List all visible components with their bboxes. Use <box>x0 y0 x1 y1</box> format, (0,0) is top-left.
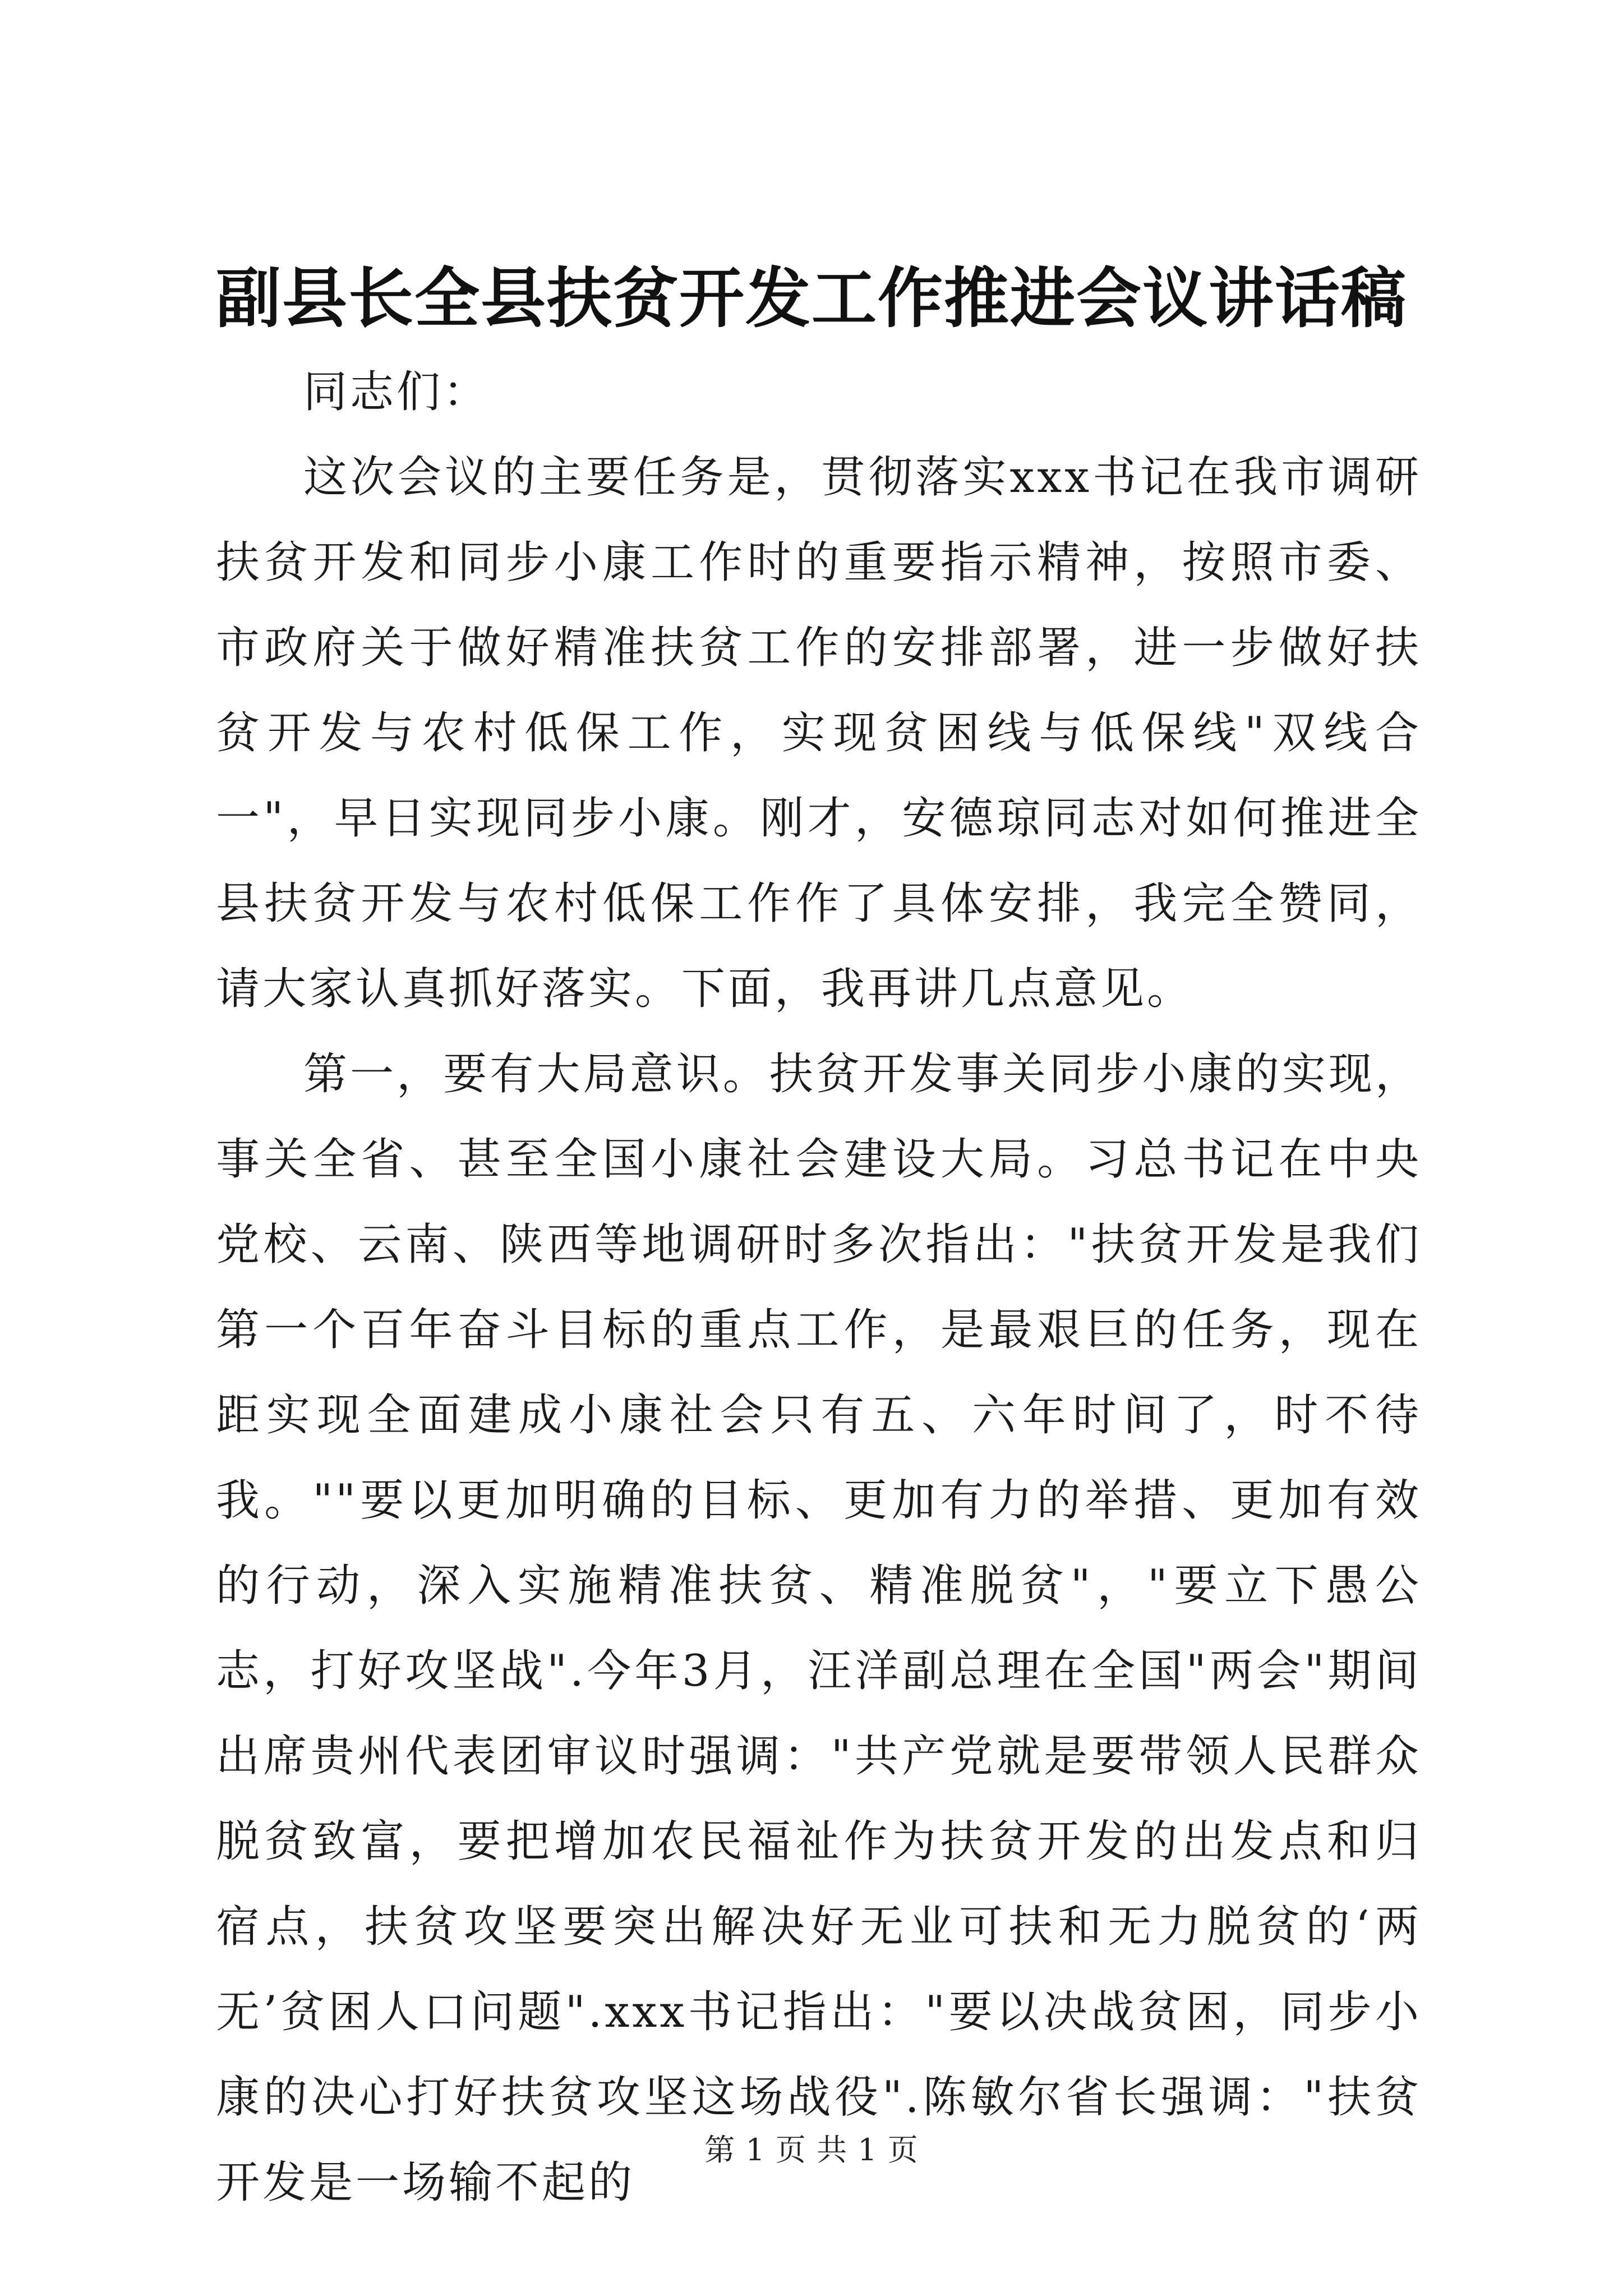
salutation-paragraph: 同志们： <box>303 367 490 417</box>
body-paragraph: 这次会议的主要任务是，贯彻落实xxx书记在我市调研扶贫开发和同步小康工作时的重要指示精神，按照市委、市政府关于做好精准扶贫工作的安排部署，进一步做好扶贫开发与农村低保工作，实现贫困线与低保线"双线合一"，早日实现同步小康。刚才，安德琼同志对如何推进全县扶贫开发与农村低保工作作了具体安排，我完全赞同，请大家认真抓好落实。下面，我再讲几点意见。 <box>216 452 1422 1014</box>
body-paragraph: 第一，要有大局意识。扶贫开发事关同步小康的实现，事关全省、甚至全国小康社会建设大局。习总书记在中央党校、云南、陕西等地调研时多次指出："扶贫开发是我们第一个百年奋斗目标的重点工作，是最艰巨的任务，现在距实现全面建成小康社会只有五、六年时间了，时不待我。""要以更加明确的目标、更加有力的举措、更加有效的行动，深入实施精准扶贫、精准脱贫"，"要立下愚公志，打好攻坚战".今年3月，汪洋副总理在全国"两会"期间出席贵州代表团审议时强调："共产党就是要带领人民群众脱贫致富，要把增加农民福祉作为扶贫开发的出发点和归宿点，扶贫攻坚要突出解决好无业可扶和无力脱贫的‘两无’贫困人口问题".xxx书记指出："要以决战贫困，同步小康的决心打好扶贫攻坚这场战役".陈敏尔省长强调："扶贫开发是一场输不起的 <box>216 1049 1422 2208</box>
document-title: 副县长全县扶贫开发工作推进会议讲话稿 <box>216 260 1407 337</box>
page-footer: 第 1 页 共 1 页 <box>704 2132 919 2168</box>
document-body <box>216 349 1422 2225</box>
